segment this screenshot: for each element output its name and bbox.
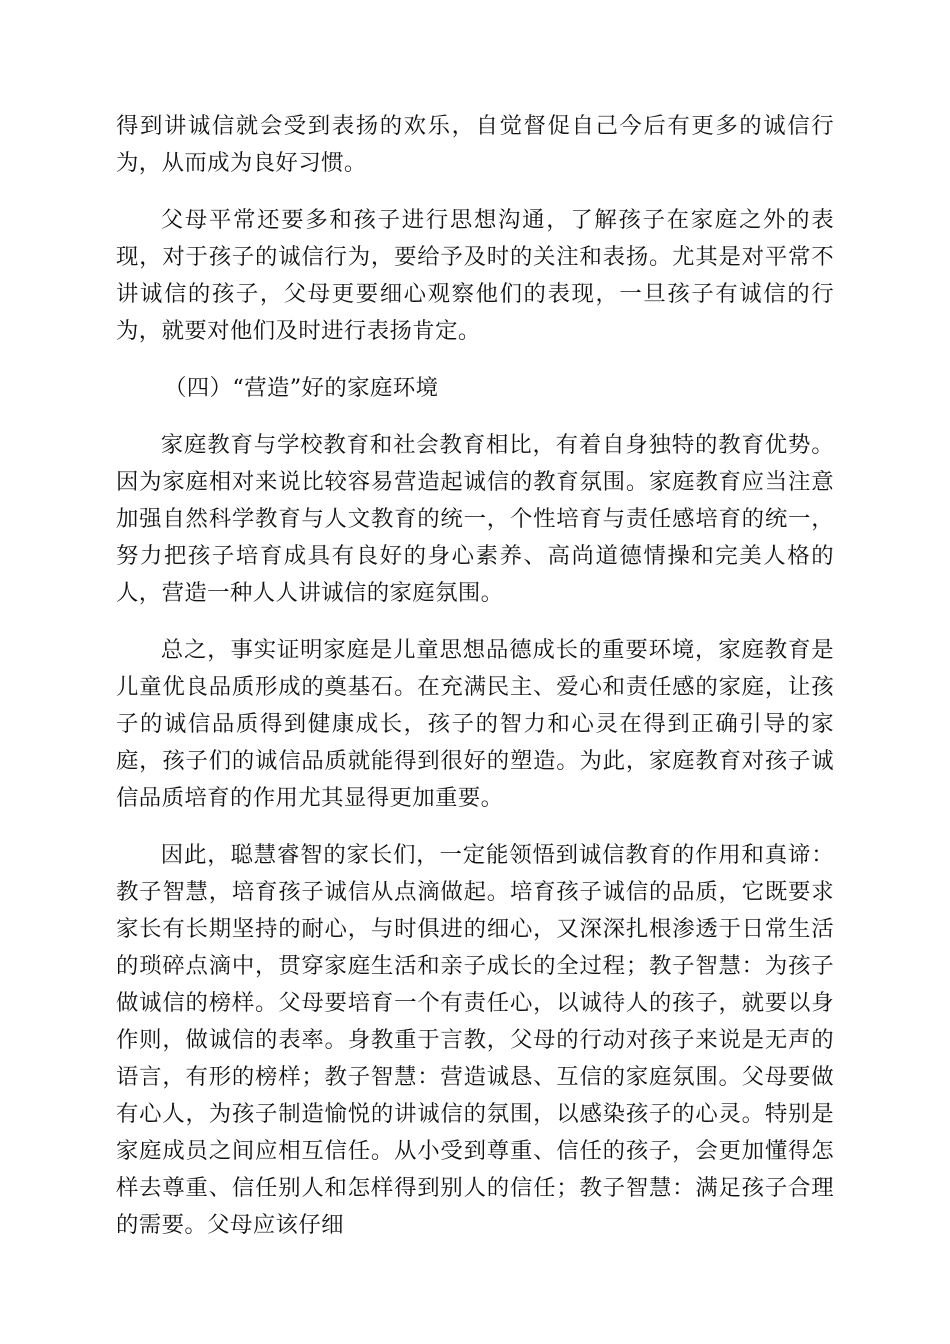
paragraph-continuation: 得到讲诚信就会受到表扬的欢乐，自觉督促自己今后有更多的诚信行为，从而成为良好习惯。 (116, 113, 834, 176)
paragraph-conclusion: 总之，事实证明家庭是儿童思想品德成长的重要环境，家庭教育是儿童优良品质形成的奠基石。在充满民主、爱心和责任感的家庭，让孩子的诚信品质得到健康成长，孩子的智力和心灵在得到正确引导的家庭，孩子们的诚信品质就能得到很好的塑造。为此，家庭教育对孩子诚信品质培育的作用尤其显得更加重要。 (116, 637, 834, 811)
section-heading: （四）“营造”好的家庭环境 (164, 375, 439, 401)
document-page (116, 108, 834, 1264)
paragraph-parenting-wisdom: 因此，聪慧睿智的家长们，一定能领悟到诚信教育的作用和真谛：教子智慧，培育孩子诚信从点滴做起。培育孩子诚信的品质，它既要求家长有长期坚持的耐心，与时俱进的细心，又深深扎根渗透于日常生活的琐碎点滴中，贯穿家庭生活和亲子成长的全过程；教子智慧：为孩子做诚信的榜样。父母要培育一个有责任心，以诚待人的孩子，就要以身作则，做诚信的表率。身教重于言教，父母的行动对孩子来说是无声的语言，有形的榜样；教子智慧：营造诚恳、互信的家庭氛围。父母要做有心人，为孩子制造愉悦的讲诚信的氛围，以感染孩子的心灵。特别是家庭成员之间应相互信任。从小受到尊重、信任的孩子，会更加懂得怎样去尊重、信任别人和怎样得到别人的信任；教子智慧：满足孩子合理的需要。父母应该仔细 (116, 842, 834, 1238)
paragraph-family-environment: 家庭教育与学校教育和社会教育相比，有着自身独特的教育优势。因为家庭相对来说比较容易营造起诚信的教育氛围。家庭教育应当注意加强自然科学教育与人文教育的统一，个性培育与责任感培育的统一，努力把孩子培育成具有良好的身心素养、高尚道德情操和完美人格的人，营造一种人人讲诚信的家庭氛围。 (116, 432, 834, 606)
paragraph-parent-communication: 父母平常还要多和孩子进行思想沟通，了解孩子在家庭之外的表现，对于孩子的诚信行为，要给予及时的关注和表扬。尤其是对平常不讲诚信的孩子，父母更要细心观察他们的表现，一旦孩子有诚信的行为，就要对他们及时进行表扬肯定。 (116, 207, 834, 344)
